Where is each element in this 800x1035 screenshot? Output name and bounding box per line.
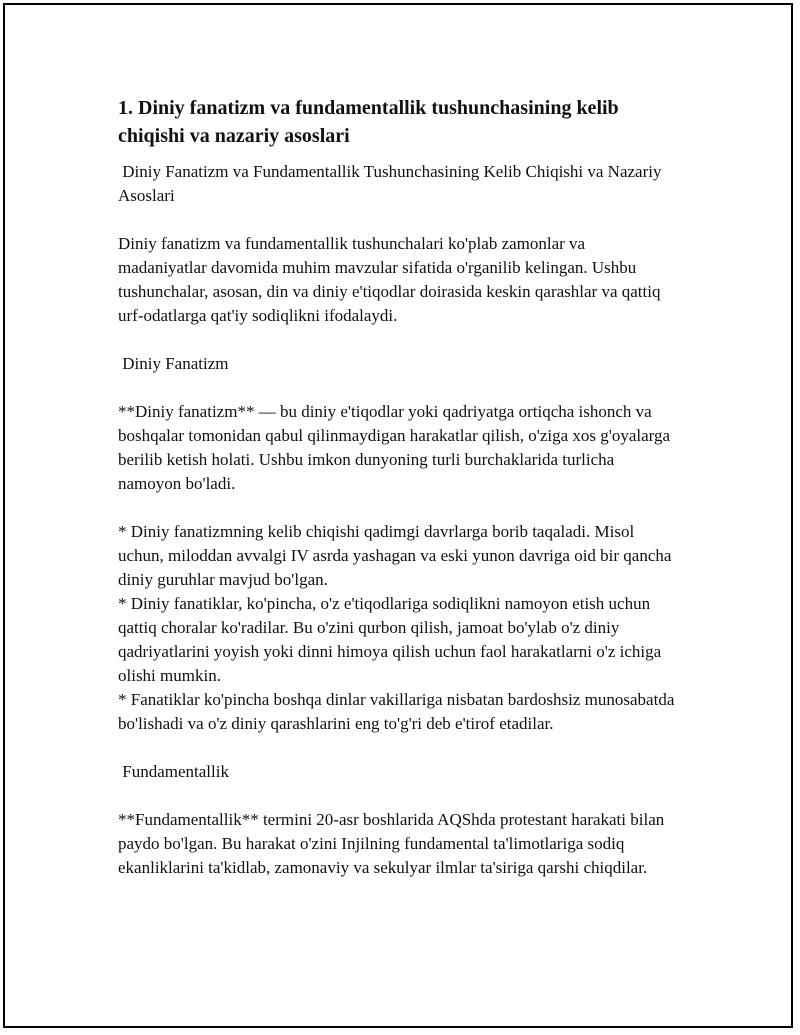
document-subtitle: Diniy Fanatizm va Fundamentallik Tushunchasining Kelib Chiqishi va Nazariy Asoslari (118, 162, 665, 205)
intro-paragraph: Diniy fanatizm va fundamentallik tushunchalari ko'plab zamonlar va madaniyatlar davomida muhim mavzular sifatida o'rganilib kelingan. Ushbu tushunchalar, asosan, din va diniy e'tiqodlar doirasida keskin qarashlar va qattiq urf-odatlarga qat'iy sodiqlikni ifodalaydi. (118, 234, 661, 325)
fundamentallik-definition: **Fundamentallik** termini 20-asr boshlarida AQShda protestant harakati bilan paydo bo'lgan. Bu harakat o'zini Injilning fundamental ta'limotlariga sodiq ekanliklarini ta'kidlab, zamonaviy va sekulyar ilmlar ta'siriga qarshi chiqdilar. (118, 810, 665, 877)
fanatizm-bullet: * Diniy fanatizmning kelib chiqishi qadimgi davrlarga borib taqaladi. Misol uchun, miloddan avvalgi IV asrda yashagan va eski yunon davriga oid bir qancha diniy guruhlar mavjud bo'lgan. (118, 522, 672, 589)
fanatizm-definition: **Diniy fanatizm** — bu diniy e'tiqodlar yoki qadriyatga ortiqcha ishonch va boshqalar tomonidan qabul qilinmaydigan harakatlar qilish, o'ziga xos g'oyalarga berilib ketish holati. Ushbu imkon dunyoning turli burchaklarida turlicha namoyon bo'ladi. (118, 402, 671, 493)
document-body (118, 94, 678, 880)
fanatizm-bullet: * Fanatiklar ko'pincha boshqa dinlar vakillariga nisbatan bardoshsiz munosabatda bo'lishadi va o'z diniy qarashlarini eng to'g'ri deb e'tirof etadilar. (118, 690, 675, 733)
section-title-fanatizm: Diniy Fanatizm (118, 354, 229, 373)
document-heading: 1. Diniy fanatizm va fundamentallik tushunchasining kelib chiqishi va nazariy asoslari (118, 97, 619, 147)
fanatizm-bullet: * Diniy fanatiklar, ko'pincha, o'z e'tiqodlariga sodiqlikni namoyon etish uchun qattiq choralar ko'radilar. Bu o'zini qurbon qilish, jamoat bo'ylab o'z diniy qadriyatlarini yoyish yoki dinni himoya qilish uchun faol harakatlarni o'z ichiga olishi mumkin. (118, 594, 662, 685)
section-title-fundamentallik: Fundamentallik (118, 762, 229, 781)
